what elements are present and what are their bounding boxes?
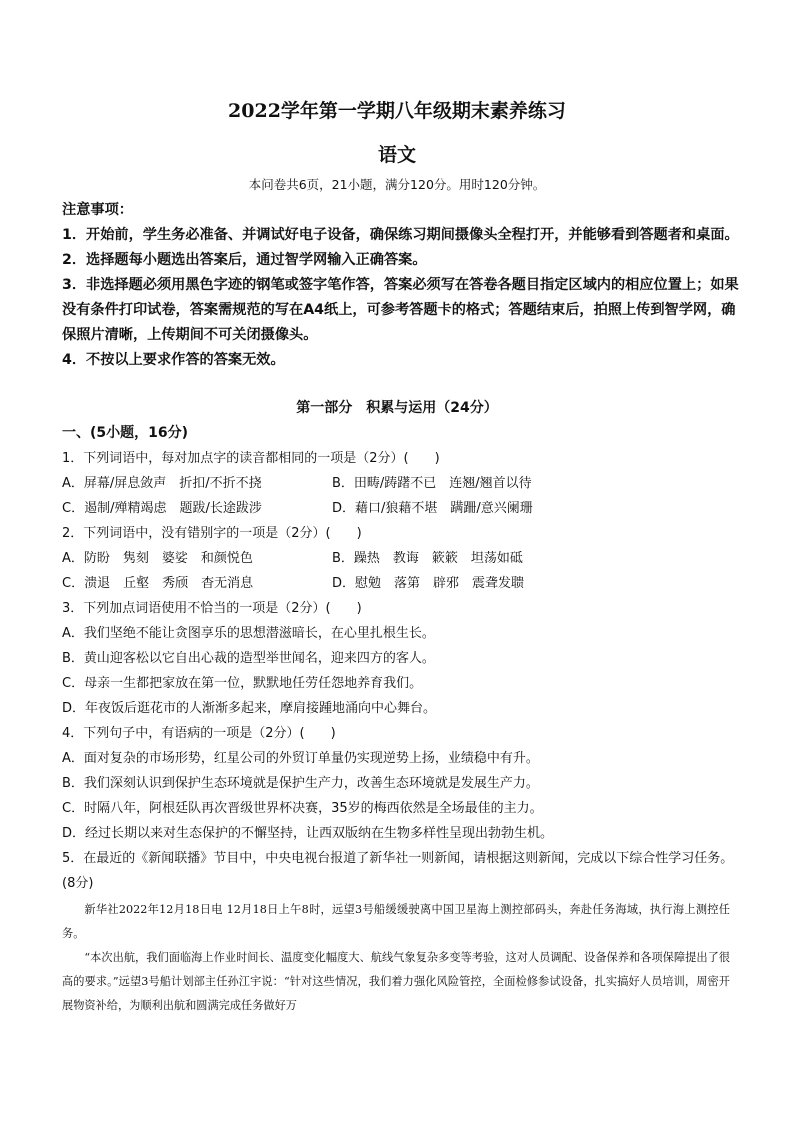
q4-option-a: A．面对复杂的市场形势，红星公司的外贸订单量仍实现逆势上扬，业绩稳中有升。: [62, 751, 539, 766]
q1-option-c: C．遏制/殚精竭虑 题跋/长途跋涉: [62, 501, 262, 516]
q3-option-a: A．我们坚绝不能让贪图享乐的思想潜滋暗长，在心里扎根生长。: [62, 626, 435, 641]
q4-option-d: D．经过长期以来对生态保护的不懈坚持，让西双版纳在生物多样性呈现出勃勃生机。: [62, 826, 554, 841]
q1-stem: 1．下列词语中，每对加点字的读音都相同的一项是（2分）( ): [62, 451, 440, 466]
notice-item-4: 4．不按以上要求作答的答案无效。: [62, 352, 285, 368]
q1-options-row-2: [62, 496, 742, 521]
q1-option-a: A．屏幕/屏息敛声 折扣/不折不挠: [62, 476, 262, 491]
notice-heading: 注意事项：: [62, 202, 133, 218]
notice-item-3: 3．非选择题必须用黑色字迹的钢笔或签字笔作答，答案必须写在答卷各题目指定区域内的相应位置上；如果没有条件打印试卷，答案需规范的写在A4纸上，可参考答题卡的格式；答题结束后，拍照上传到智学网，确保照片清晰，上传期间不可关闭摄像头。: [62, 277, 739, 343]
q2-option-d: D．慰勉 落第 辟邪 震聋发聩: [332, 576, 525, 591]
news-paragraph-2: “本次出航，我们面临海上作业时间长、温度变化幅度大、航线气象复杂多变等考验，这对人员调配、设备保养和各项保障提出了很高的要求。”远望3号船计划部主任孙江宇说：“针对这些情况，我们着力强化风险管控，全面检修参试设备，扎实搞好人员培训，周密开展物资补给，为顺利出航和圆满完成任务做好万: [62, 951, 730, 1012]
notice-item-1: 1．开始前，学生务必准备、并调试好电子设备，确保练习期间摄像头全程打开，并能够看到答题者和桌面。: [62, 227, 739, 243]
q3-option-c: C．母亲一生都把家放在第一位，默默地任劳任怨地养育我们。: [62, 676, 423, 691]
q2-option-b: B．躁热 教诲 簌簌 坦荡如砥: [332, 551, 523, 566]
news-paragraph-1: 新华社2022年12月18日电 12月18日上午8时，远望3号船缓缓驶离中国卫星海上测控部码头，奔赴任务海域，执行海上测控任务。: [62, 903, 730, 940]
q2-option-a: A．防盼 隽刻 婆娑 和颜悦色: [62, 551, 253, 566]
q1-options-row-1: [62, 471, 742, 496]
notice-section: [62, 198, 742, 373]
notice-item-2: 2．选择题每小题选出答案后，通过智学网输入正确答案。: [62, 252, 427, 268]
exam-title: 2022学年第一学期八年级期末素养练习: [228, 100, 566, 122]
exam-info: 本问卷共6页，21小题，满分120分。用时120分钟。: [248, 177, 546, 192]
q1-option-d: D．藉口/狼藉不堪 蹒跚/意兴阑珊: [332, 501, 533, 516]
q3-option-d: D．年夜饭后逛花市的人渐渐多起来，摩肩接踵地涌向中心舞台。: [62, 701, 437, 716]
group-title: 一、(5小题，16分): [62, 425, 189, 441]
q2-options-row-1: [62, 546, 742, 571]
questions-list: [62, 446, 742, 896]
q4-stem: 4．下列句子中，有语病的一项是（2分）( ): [62, 726, 336, 741]
part1-title: 第一部分 积累与运用（24分）: [296, 400, 498, 416]
q4-option-c: C．时隔八年，阿根廷队再次晋级世界杯决赛，35岁的梅西依然是全场最佳的主力。: [62, 801, 543, 816]
q4-option-b: B．我们深刻认识到保护生态环境就是保护生产力，改善生态环境就是发展生产力。: [62, 776, 539, 791]
news-passage: [62, 898, 730, 1018]
q2-option-c: C．溃退 丘壑 秀颀 杳无消息: [62, 576, 254, 591]
q3-option-b: B．黄山迎客松以它自出心裁的造型举世闻名，迎来四方的客人。: [62, 651, 435, 666]
q5-stem: 5．在最近的《新闻联播》节目中，中央电视台报道了新华社一则新闻，请根据这则新闻，完成以下综合性学习任务。(8分): [62, 851, 734, 891]
q3-stem: 3．下列加点词语使用不恰当的一项是（2分）( ): [62, 601, 362, 616]
q2-options-row-2: [62, 571, 742, 596]
q2-stem: 2．下列词语中，没有错别字的一项是（2分）( ): [62, 526, 362, 541]
subject-title: 语文: [377, 144, 416, 166]
q1-option-b: B．田畴/踌躇不已 连翘/翘首以待: [332, 476, 532, 491]
